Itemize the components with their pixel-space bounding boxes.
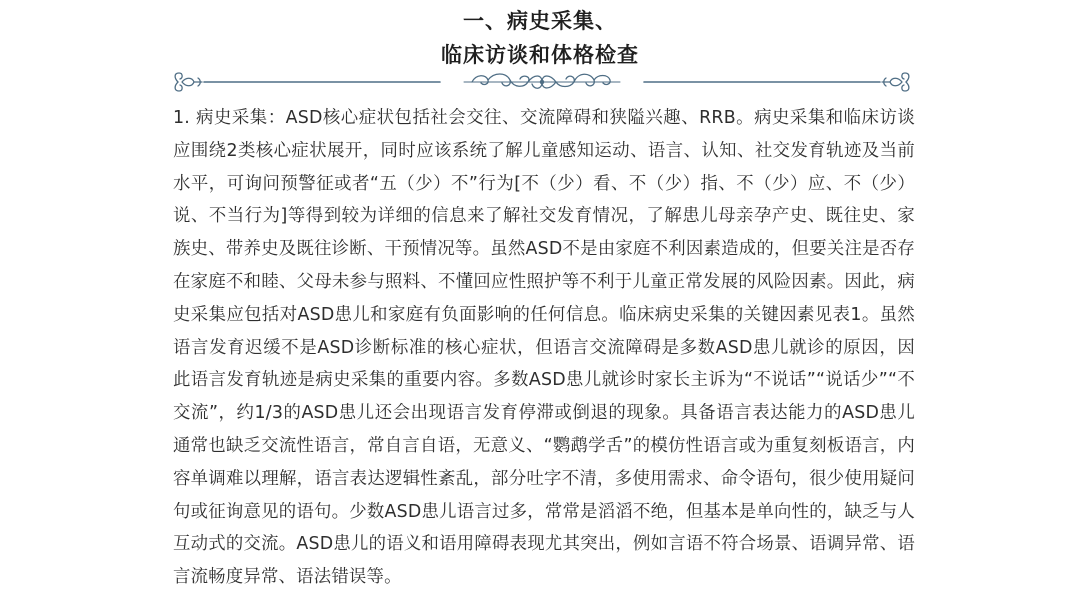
section-title [0,4,1080,72]
title-line-1: 一、病史采集、 [463,9,617,33]
ornamental-divider [172,68,912,96]
center-scroll-icon [464,74,620,88]
body-paragraph: 1. 病史采集：ASD核心症状包括社会交往、交流障碍和狭隘兴趣、RRB。病史采集和临床访谈应围绕2类核心症状展开，同时应该系统了解儿童感知运动、语言、认知、社交发育轨迹及当前水平，可询问预警征或者“五（少）不”行为[不（少）看、不（少）指、不（少）应、不（少）说、不当行为]等得到较为详细的信息来了解社交发育情况，了解患儿母亲孕产史、既往史、家族史、带养史及既往诊断、干预情况等。虽然ASD不是由家庭不利因素造成的，但要关注是否存在家庭不和睦、父母未参与照料、不懂回应性照护等不利于儿童正常发展的风险因素。因此，病史采集应包括对ASD患儿和家庭有负面影响的任何信息。临床病史采集的关键因素见表1。虽然语言发育迟缓不是ASD诊断标准的核心症状，但语言交流障碍是多数ASD患儿就诊的原因，因此语言发育轨迹是病史采集的重要内容。多数ASD患儿就诊时家长主诉为“不说话”“说话少”“不交流”，约1/3的ASD患儿还会出现语言发育停滞或倒退的现象。具备语言表达能力的ASD患儿通常也缺乏交流性语言，常自言自语，无意义、“鹦鹉学舌”的模仿性语言或为重复刻板语言，内容单调难以理解，语言表达逻辑性紊乱，部分吐字不清，多使用需求、命令语句，很少使用疑问句或征询意见的语句。少数ASD患儿语言过多，常常是滔滔不绝，但基本是单向性的，缺乏与人互动式的交流。ASD患儿的语义和语用障碍表现尤其突出，例如言语不符合场景、语调异常、语言流畅度异常、语法错误等。 [173,108,915,588]
left-flourish-icon [175,73,202,91]
title-line-2: 临床访谈和体格检查 [441,43,639,67]
right-flourish-icon [882,73,909,91]
